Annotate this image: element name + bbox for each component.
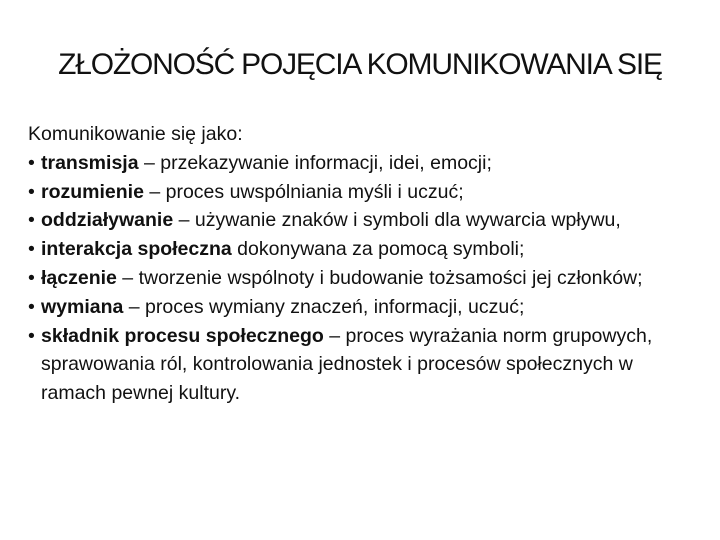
definition-list <box>28 149 688 408</box>
term-label: wymiana <box>41 295 124 318</box>
term-description: – przekazywanie informacji, idei, emocji; <box>138 151 492 174</box>
bullet-icon: • <box>28 209 35 232</box>
bullet-icon: • <box>28 180 35 203</box>
list-item <box>28 235 688 264</box>
term-description: – używanie znaków i symboli dla wywarcia wpływu, <box>173 209 621 232</box>
term-description: dokonywana za pomocą symboli; <box>231 238 525 261</box>
term-description: – tworzenie wspólnoty i budowanie tożsamości jej członków; <box>116 266 643 289</box>
bullet-icon: • <box>28 266 35 289</box>
slide-body <box>28 120 688 408</box>
list-item <box>28 206 688 235</box>
term-label: oddziaływanie <box>41 209 174 232</box>
intro-text: Komunikowanie się jako: <box>28 123 243 145</box>
list-item <box>28 178 688 207</box>
term-description: – proces wyrażania norm grupowych, sprawowania ról, kontrolowania jednostek i procesów społecznych w ramach pewnej kultury. <box>41 324 653 405</box>
bullet-icon: • <box>28 238 35 261</box>
bullet-icon: • <box>28 324 35 347</box>
term-label: rozumienie <box>41 180 144 203</box>
list-item <box>28 264 688 293</box>
term-label: łączenie <box>41 266 117 289</box>
slide-title: ZŁOŻONOŚĆ POJĘCIA KOMUNIKOWANIA SIĘ <box>58 48 662 82</box>
list-item <box>28 322 688 408</box>
term-label: składnik procesu społecznego <box>41 324 324 347</box>
term-label: transmisja <box>41 151 139 174</box>
term-label: interakcja społeczna <box>41 238 232 261</box>
list-item <box>28 293 688 322</box>
bullet-icon: • <box>28 151 35 174</box>
term-description: – proces uwspólniania myśli i uczuć; <box>143 180 464 203</box>
bullet-icon: • <box>28 295 35 318</box>
list-item <box>28 149 688 178</box>
term-description: – proces wymiany znaczeń, informacji, uczuć; <box>123 295 525 318</box>
